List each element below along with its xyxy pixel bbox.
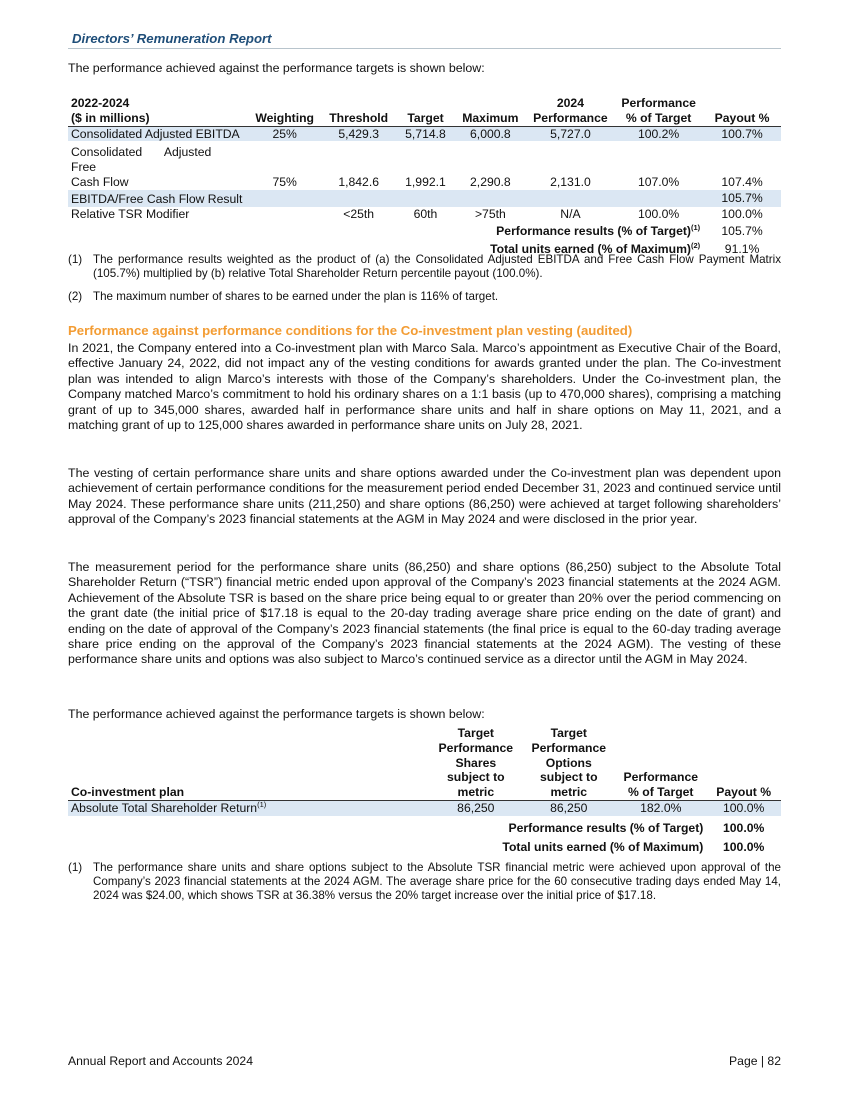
paragraph: In 2021, the Company entered into a Co-investment plan with Marco Sala. Marco’s appointment as Executive Chair of the Board, effective January 24, 2022, did not impact any of the vesting conditions for awards granted under the plan. The Co-investment plan was intended to align Marco’s interests with those of the Company’s shareholders. Under the Co-investment plan, the Company matched Marco’s commitment to hold his ordinary shares on a 1:1 basis (up to 470,000 shares), comprising a matching grant of up to 345,000 shares, awarded half in performance share units and half in share options on May 11, 2021, and a matching grant of up to 125,000 shares awarded in performance share units on July 28, 2021. <box>68 341 781 433</box>
performance-table-2022-2024 <box>68 96 781 257</box>
cell-threshold: 5,429.3 <box>320 126 397 141</box>
cell-pct-target: 100.0% <box>637 206 680 221</box>
summary-row <box>68 836 781 855</box>
cell-pct-target: 182.0% <box>615 800 706 815</box>
cell-weighting: 75% <box>272 174 297 189</box>
cell-payout: 100.0% <box>721 206 763 221</box>
table1-col-payout: Payout % <box>703 96 781 126</box>
table1-col-threshold: Threshold <box>320 96 397 126</box>
footnote <box>68 290 781 304</box>
row-label: Consolidated Adjusted EBITDA <box>68 126 249 141</box>
footnote-number: (1) <box>68 253 83 266</box>
table1-head-period: 2022-2024 ($ in millions) <box>68 96 249 126</box>
summary-label: Total units earned (% of Maximum) <box>502 839 704 854</box>
footnote-number: (1) <box>68 861 83 874</box>
table1-col-maximum: Maximum <box>454 96 527 126</box>
cell-shares: 86,250 <box>429 800 522 815</box>
cell-payout: 100.7% <box>703 126 781 141</box>
cell-maximum: 6,000.8 <box>454 126 527 141</box>
cell-performance: 2,131.0 <box>550 174 591 189</box>
intro-text: The performance achieved against the performance targets is shown below: <box>68 61 485 75</box>
summary-label: Total units earned (% of Maximum)$^{(2)}$ <box>490 241 701 257</box>
table-row <box>68 126 781 141</box>
row-label: Consolidated Adjusted Free Cash Flow <box>71 145 212 189</box>
paragraph: The performance achieved against the performance targets is shown below: <box>68 707 485 721</box>
paragraph: The measurement period for the performance share units (86,250) and share options (86,250) subject to the Absolute Total Shareholder Return (“TSR”) financial metric ended upon approval of the Company’s 2023 financial statements at the 2024 AGM. Achievement of the Absolute TSR is based on the share price being equal to or greater than 20% over the period commencing on the grant date (the initial price of $17.18 is equal to the 20-day trading average share price ending on the date of grant) and ending on the date of approval of the Company’s 2023 financial statements (the final price is equal to the 60-day trading average share price ending on the approval of the Company’s 2023 financial statements at the 2024 AGM). The vesting of these performance share units and options was also subject to Marco’s continued service as a director until the AGM in May 2024. <box>68 560 781 667</box>
cell-payout: 107.4% <box>721 174 763 189</box>
cell-payout: 105.7% <box>703 190 781 207</box>
table2-col-options: Target Performance Options subject to metric <box>522 726 615 800</box>
summary-value: 105.7% <box>721 224 763 239</box>
cell-pct-target: 107.0% <box>637 174 680 189</box>
cell-target: 60th <box>413 206 438 221</box>
cell-target: 5,714.8 <box>397 126 454 141</box>
cell-weighting: 25% <box>249 126 320 141</box>
summary-row <box>68 221 781 239</box>
footnote-text: The performance share units and share options subject to the Absolute TSR financial metric were achieved upon approval of the Company’s 2023 financial statements at the 2024 AGM. The average share price for the 60 consecutive trading days ended May 14, 2024 was $24.00, which shows TSR at 36.38% versus the 20% target increase over the initial price of $17.18. <box>93 861 781 902</box>
footer-report-title: Annual Report and Accounts 2024 <box>68 1054 253 1068</box>
cell-threshold: <25th <box>343 206 375 221</box>
table1-col-pct-target: Performance % of Target <box>614 96 703 126</box>
paragraph: The vesting of certain performance share units and share options awarded under the Co-investment plan was dependent upon achievement of certain performance conditions for the measurement period ended December 31, 2023 and continued service until May 2024. These performance share units (211,250) and share options (86,250) were achieved at target following shareholders’ approval of the Company’s 2023 financial statements at the AGM in May 2024 and were disclosed in the prior year. <box>68 466 781 527</box>
summary-row <box>68 816 781 836</box>
cell-threshold: 1,842.6 <box>338 174 379 189</box>
cell-maximum: 2,290.8 <box>470 174 511 189</box>
cell-options: 86,250 <box>522 800 615 815</box>
row-label: Relative TSR Modifier <box>71 206 190 221</box>
table2-col-plan: Co-investment plan <box>68 726 429 800</box>
footer-page-number: Page | 82 <box>729 1054 781 1068</box>
summary-value: 91.1% <box>724 242 760 257</box>
header-title: Directors’ Remuneration Report <box>72 31 272 46</box>
summary-label: Performance results (% of Target)$^{(1)}$ <box>496 223 701 239</box>
cell-maximum: >75th <box>474 206 506 221</box>
cell-performance: 5,727.0 <box>527 126 614 141</box>
cell-target: 1,992.1 <box>405 174 446 189</box>
cell-pct-target: 100.2% <box>614 126 703 141</box>
row-label: Absolute Total Shareholder Return$^{(1)}$ <box>68 800 429 815</box>
section-title: Performance against performance conditions for the Co-investment plan vesting (audited) <box>68 323 633 338</box>
cell-weighting <box>249 207 320 222</box>
coinvestment-table <box>68 726 781 854</box>
table-row <box>68 800 781 815</box>
table2-col-pct-target: Performance % of Target <box>615 726 706 800</box>
cell-performance: N/A <box>560 206 581 221</box>
summary-value: 100.0% <box>722 839 765 854</box>
footnote-number: (2) <box>68 290 83 303</box>
footnote-text: The maximum number of shares to be earned under the plan is 116% of target. <box>93 290 499 303</box>
table-row <box>68 207 781 222</box>
table-row <box>68 190 781 207</box>
row-label: EBITDA/Free Cash Flow Result <box>68 190 703 207</box>
summary-label: Performance results (% of Target) <box>508 820 704 835</box>
table-row <box>68 141 781 189</box>
table1-col-target: Target <box>397 96 454 126</box>
table1-col-performance: 2024 Performance <box>527 96 614 126</box>
table2-col-payout: Payout % <box>706 726 781 800</box>
table1-col-weighting: Weighting <box>249 96 320 126</box>
footnote-text: The performance results weighted as the product of (a) the Consolidated Adjusted EBITDA and Free Cash Flow Payment Matrix (105.7%) multiplied by (b) relative Total Shareholder Return percentile payout (100.0%). <box>93 253 781 280</box>
summary-value: 100.0% <box>722 820 765 835</box>
table2-col-shares: Target Performance Shares subject to metric <box>429 726 522 800</box>
page-header <box>68 31 781 49</box>
footnote <box>68 861 781 903</box>
footnote <box>68 253 781 281</box>
cell-payout: 100.0% <box>706 800 781 815</box>
